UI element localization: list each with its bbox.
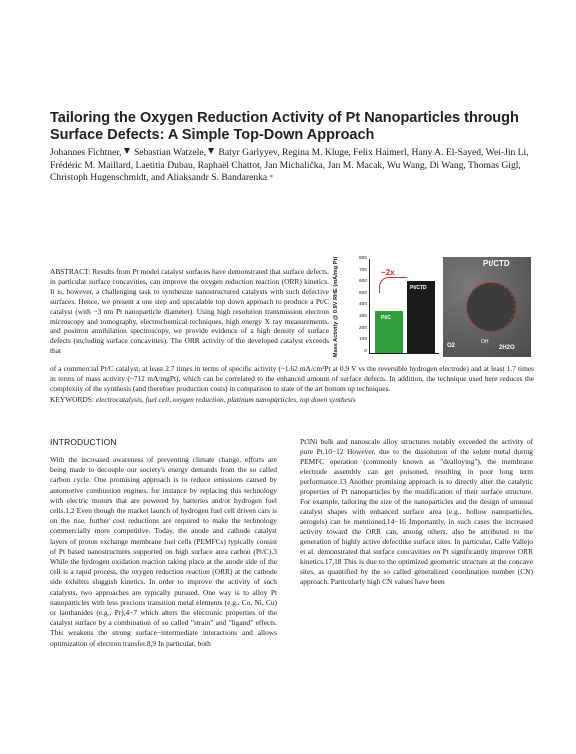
h2o-label: 2H2O bbox=[499, 345, 515, 351]
o2-label: O2 bbox=[447, 343, 456, 349]
toc-y-axis bbox=[369, 259, 370, 353]
toc-tick: 0 bbox=[364, 348, 367, 354]
corresponding-author-icon bbox=[124, 148, 130, 154]
keywords-label: KEYWORDS: bbox=[50, 395, 94, 404]
toc-tick: 300 bbox=[358, 314, 367, 319]
intro-right-column: Pt3Ni bulk and nanoscale alloy structures notably exceeded the activity of pure Pt.10−12 However, due to the dissolution of the solute metal during PEMFC operation (commonly known as "dealloying"), the membrane electrode assembly can get poisoned, resulting in poor long term performance.13 Another promising approach is to directly alter the catalytic properties of Pt nanoparticles by the modification of their surface structure. For example, tailoring the size of the nanoparticles and the design of unusual catalyst shapes with enhanced surface area (e.g., hollow nanoparticles, aerogels) can be mentioned.14−16 Importantly, in such cases the increased activity toward the ORR can, among others, also be attributed to the generation of highly active defectlike surface sites. In particular, Calle Vallejo et al. demonstrated that surface concavities on Pt significantly improve ORR kinetics.17,18 This is due to the optimized geometric structure at the concave sites, as quantified by the so called generalized coordination number (CN) approach. Particularly high CN values have been bbox=[300, 437, 533, 586]
bar-label: Pt/CTD bbox=[410, 285, 427, 291]
tem-image bbox=[443, 257, 531, 357]
keywords bbox=[50, 395, 534, 405]
toc-tick: 500 bbox=[358, 290, 367, 296]
toc-tick: 400 bbox=[358, 302, 367, 308]
bar-pt-ctd bbox=[407, 281, 435, 353]
toc-tick: 700 bbox=[358, 267, 367, 273]
increase-factor: ~2x bbox=[381, 268, 395, 277]
toc-tick: 800 bbox=[358, 256, 367, 261]
keywords-list: electrocatalysis, fuel cell, oxygen reduction, platinum nanoparticles, top down synthesis bbox=[95, 395, 356, 404]
authors-rest-3: and Aliaksandr S. Bandarenka bbox=[151, 172, 268, 184]
increase-arrow-icon bbox=[379, 277, 407, 293]
author-1: Johannes Fichtner, bbox=[50, 147, 122, 158]
graphical-abstract bbox=[335, 255, 531, 359]
toc-tick: 100 bbox=[358, 337, 367, 343]
corresponding-author-icon bbox=[208, 148, 214, 154]
author-list bbox=[50, 147, 530, 185]
bar-label: Pt/C bbox=[381, 315, 391, 321]
authors-rest-1: Batyr Garlyyev, Regina M. Kluge, Felix Haimerl, bbox=[218, 147, 410, 158]
authors-rest-2: Hany A. El-Sayed, Wei-Jin Li, Frédéric M. Maillard, Laetitia Dubau, Raphaël Chattot, Jan Michalička, Jan M. Macak, Wu Wang, Di Wang, Thomas Gigl, Christoph Hugenschmidt, bbox=[50, 147, 529, 184]
oh-label: OH bbox=[481, 339, 489, 345]
toc-tick: 600 bbox=[358, 279, 367, 285]
nanoparticle-outline bbox=[465, 282, 515, 332]
toc-y-axis-label: Mass Activity @ 0.9V RHE (mA/mg Pt) bbox=[333, 256, 339, 358]
toc-tick: 200 bbox=[358, 325, 367, 331]
image-label: Pt/CTD bbox=[483, 259, 510, 268]
abstract-part-2: of a commercial Pt/C catalyst, at least 2.7 times in terms of specific activity (~1.62 mA/cm²Pt at 0.9 V vs the reversible hydrogen electrode) and at least 1.7 times in terms of mass activity (~712 mA/mgPt), which can be correlated to the enhanced amount of surface defects. In addition, the technique used here reduces the complexity of the synthesis (and therefore production costs) in comparison to state of the art bottom up techniques. bbox=[50, 364, 534, 393]
intro-left-column: With the increased awareness of preventing climate change, efforts are being made to decouple our society's energy demands from the so called carbon cycle. One promising approach is to reduce emissions caused by automotive combustion engines, for instance by replacing this technology with electric motors that are powered by batteries and/or hydrogen fuel cells.1,2 Even though the market launch of hydrogen fuel cell driven cars is on the rise, further cost reductions are required to make the technology commercially more competitive. Today, the anode and cathode catalyst layers of proton exchange membrane fuel cells (PEMFCs) typically consist of Pt based nanostructures supported on high surface area carbon (Pt/C).3 While the hydrogen oxidation reaction taking place at the anode side of the cell is a rapid process, the oxygen reduction reaction (ORR) at the cathode side exhibits sluggish kinetics. In order to improve the activity of such catalysts, two approaches are typically pursued. One way is to alloy Pt nanoparticles with less precious transition metal elements (e.g., Co, Ni, Cu) or lanthanides (e.g., Pr),4−7 which alters the electronic properties of the catalyst surface by a combination of so called "strain" and "ligand" effects. This weakens the strong surface−intermediate interactions and allows optimization of electron transfer.8,9 In particular, both bbox=[50, 455, 277, 648]
toc-x-axis bbox=[369, 353, 439, 354]
paper-title: Tailoring the Oxygen Reduction Activity of Pt Nanoparticles through Surface Defects: A Simple Top-Down Approach bbox=[50, 110, 519, 143]
intro-heading: INTRODUCTION bbox=[50, 437, 117, 447]
abstract-part-1: ABSTRACT: Results from Pt model catalyst surfaces have demonstrated that surface defects, in particular surface concavities, can improve the oxygen reduction reaction (ORR) kinetics. It is, however, a challenging task to synthesize nanostructured catalysts with such defective surfaces. Hence, we present a one step and upscalable top down approach to produce a Pt/C catalyst (with ~3 nm Pt nanoparticle diameter). Using high resolution transmission electron microscopy and tomography, electrochemical techniques, high energy X ray measurements, and positron annihilation spectroscopy, we provide evidence of a high density of surface defects (including surface concavities). The ORR activity of the developed catalyst exceeds that bbox=[50, 267, 329, 356]
author-2: Sebastian Watzele, bbox=[133, 147, 207, 158]
corresponding-author-icon: * bbox=[267, 173, 274, 183]
